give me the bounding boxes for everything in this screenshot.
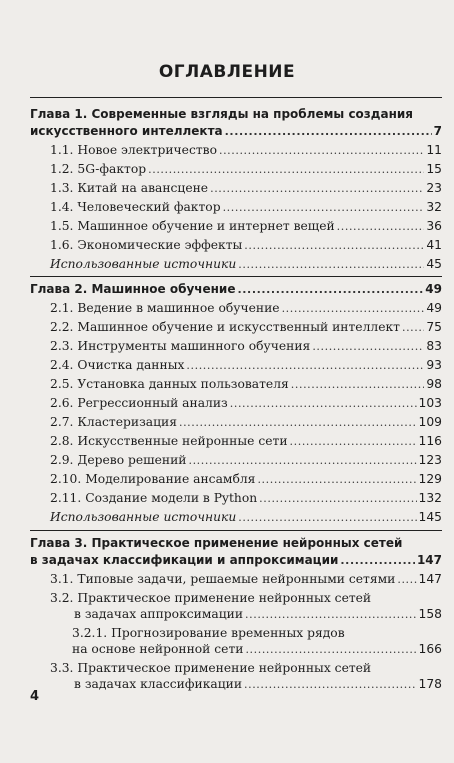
entry-title: 1.3. Китай на авансцене bbox=[50, 181, 209, 195]
divider bbox=[30, 530, 442, 531]
entry-title: 3.1. Типовые задачи, решаемые нейронными сетями bbox=[50, 572, 396, 586]
entry-page: 83 bbox=[426, 339, 442, 353]
toc-entry[interactable] bbox=[30, 471, 442, 488]
entry-page: 116 bbox=[418, 434, 442, 448]
entry-title: в задачах классификации bbox=[74, 677, 243, 691]
entry-page: 23 bbox=[426, 181, 442, 195]
leader-dots bbox=[245, 607, 416, 623]
toc-entry[interactable] bbox=[30, 237, 442, 254]
section-3-3-title-line-1: 3.3. Практическое применение нейронных сетей bbox=[50, 661, 372, 675]
leader-dots bbox=[397, 572, 416, 588]
entry-page: 109 bbox=[418, 415, 442, 429]
entry-title: Использованные источники bbox=[50, 257, 237, 271]
divider bbox=[30, 276, 442, 277]
chapter-1-page: 7 bbox=[433, 124, 442, 138]
entry-page: 158 bbox=[418, 607, 442, 621]
entry-title: 2.10. Моделирование ансамбля bbox=[50, 472, 256, 486]
leader-dots bbox=[312, 339, 424, 355]
chapter-3-page: 147 bbox=[416, 553, 442, 567]
leader-dots bbox=[290, 434, 417, 450]
entry-title: 2.11. Создание модели в Python bbox=[50, 491, 258, 505]
entry-page: 93 bbox=[426, 358, 442, 372]
section-3-2-title-line-1: 3.2. Практическое применение нейронных сетей bbox=[50, 591, 372, 605]
leader-dots bbox=[402, 320, 424, 336]
toc-entry[interactable] bbox=[30, 161, 442, 178]
toc-entry[interactable] bbox=[30, 319, 442, 336]
leader-dots bbox=[340, 553, 415, 569]
entry-page: 15 bbox=[426, 162, 442, 176]
toc-entry[interactable] bbox=[30, 338, 442, 355]
page-number: 4 bbox=[30, 689, 40, 704]
chapter-2-entry[interactable] bbox=[30, 281, 442, 298]
entry-title: 2.1. Ведение в машинное обучение bbox=[50, 301, 280, 315]
chapter-2-page: 49 bbox=[425, 282, 442, 296]
toc-entry[interactable] bbox=[30, 357, 442, 374]
entry-title: 1.4. Человеческий фактор bbox=[50, 200, 221, 214]
entry-title: 2.3. Инструменты машинного обучения bbox=[50, 339, 311, 353]
entry-page: 145 bbox=[418, 510, 442, 524]
toc-entry-sources[interactable] bbox=[30, 509, 442, 526]
entry-page: 98 bbox=[426, 377, 442, 391]
leader-dots bbox=[179, 415, 417, 431]
entry-page: 75 bbox=[426, 320, 442, 334]
entry-page: 178 bbox=[418, 677, 442, 691]
toc-entry[interactable] bbox=[30, 395, 442, 412]
entry-title: 2.9. Дерево решений bbox=[50, 453, 187, 467]
entry-page: 147 bbox=[418, 572, 442, 586]
leader-dots bbox=[210, 181, 424, 197]
entry-page: 132 bbox=[418, 491, 442, 505]
leader-dots bbox=[237, 282, 423, 298]
chapter-1-entry[interactable] bbox=[30, 123, 442, 140]
entry-title: 2.6. Регрессионный анализ bbox=[50, 396, 228, 410]
leader-dots bbox=[291, 377, 425, 393]
entry-page: 36 bbox=[426, 219, 442, 233]
chapter-3-title-line-1: Глава 3. Практическое применение нейронных сетей bbox=[30, 536, 403, 550]
toc-entry[interactable] bbox=[30, 641, 442, 658]
section-3-2-1-title-line-1: 3.2.1. Прогнозирование временных рядов bbox=[72, 626, 345, 640]
leader-dots bbox=[238, 510, 416, 526]
entry-page: 123 bbox=[418, 453, 442, 467]
toc-entry[interactable] bbox=[30, 606, 442, 623]
entry-title: в задачах аппроксимации bbox=[74, 607, 244, 621]
leader-dots bbox=[257, 472, 416, 488]
leader-dots bbox=[337, 219, 425, 235]
toc-entry[interactable] bbox=[30, 180, 442, 197]
leader-dots bbox=[259, 491, 416, 507]
chapter-3-title-line-2: в задачах классификации и аппроксимации bbox=[30, 553, 339, 567]
toc-entry[interactable] bbox=[30, 142, 442, 159]
toc-entry[interactable] bbox=[30, 199, 442, 216]
entry-page: 103 bbox=[418, 396, 442, 410]
leader-dots bbox=[186, 358, 424, 374]
entry-title: 1.1. Новое электричество bbox=[50, 143, 217, 157]
entry-title: 2.8. Искусственные нейронные сети bbox=[50, 434, 288, 448]
entry-page: 49 bbox=[426, 301, 442, 315]
toc-entry[interactable] bbox=[30, 414, 442, 431]
chapter-2-title: Глава 2. Машинное обучение bbox=[30, 282, 236, 296]
chapter-1-title-line-1: Глава 1. Современные взгляды на проблемы создания bbox=[30, 107, 413, 121]
leader-dots bbox=[225, 124, 432, 140]
toc-entry[interactable] bbox=[30, 452, 442, 469]
leader-dots bbox=[244, 677, 417, 693]
entry-page: 129 bbox=[418, 472, 442, 486]
entry-title: 2.2. Машинное обучение и искусственный интеллект bbox=[50, 320, 400, 334]
entry-page: 41 bbox=[426, 238, 442, 252]
toc-entry[interactable] bbox=[30, 490, 442, 507]
entry-title: Использованные источники bbox=[50, 510, 237, 524]
entry-title: 1.2. 5G-фактор bbox=[50, 162, 147, 176]
chapter-3-entry[interactable] bbox=[30, 552, 442, 569]
toc-entry[interactable] bbox=[30, 676, 442, 693]
page-title: ОГЛАВЛЕНИЕ bbox=[158, 62, 296, 82]
toc-entry[interactable] bbox=[30, 376, 442, 393]
leader-dots bbox=[223, 200, 425, 216]
toc-entry[interactable] bbox=[30, 218, 442, 235]
leader-dots bbox=[230, 396, 417, 412]
leader-dots bbox=[244, 238, 424, 254]
entry-title: на основе нейронной сети bbox=[72, 642, 244, 656]
leader-dots bbox=[219, 143, 424, 159]
leader-dots bbox=[245, 642, 416, 658]
entry-page: 45 bbox=[426, 257, 442, 271]
leader-dots bbox=[282, 301, 425, 317]
entry-title: 2.4. Очистка данных bbox=[50, 358, 185, 372]
entry-title: 1.5. Машинное обучение и интернет вещей bbox=[50, 219, 335, 233]
entry-title: 2.5. Установка данных пользователя bbox=[50, 377, 289, 391]
toc-entry[interactable] bbox=[30, 571, 442, 588]
entry-page: 32 bbox=[426, 200, 442, 214]
toc-entry[interactable] bbox=[30, 300, 442, 317]
toc-entry[interactable] bbox=[30, 433, 442, 450]
entry-page: 166 bbox=[418, 642, 442, 656]
top-rule bbox=[30, 97, 442, 98]
toc-entry-sources[interactable] bbox=[30, 256, 442, 273]
leader-dots bbox=[148, 162, 424, 178]
leader-dots bbox=[188, 453, 416, 469]
chapter-1-title-line-2: искусственного интеллекта bbox=[30, 124, 223, 138]
entry-page: 11 bbox=[426, 143, 442, 157]
entry-title: 1.6. Экономические эффекты bbox=[50, 238, 243, 252]
leader-dots bbox=[238, 257, 424, 273]
entry-title: 2.7. Кластеризация bbox=[50, 415, 177, 429]
